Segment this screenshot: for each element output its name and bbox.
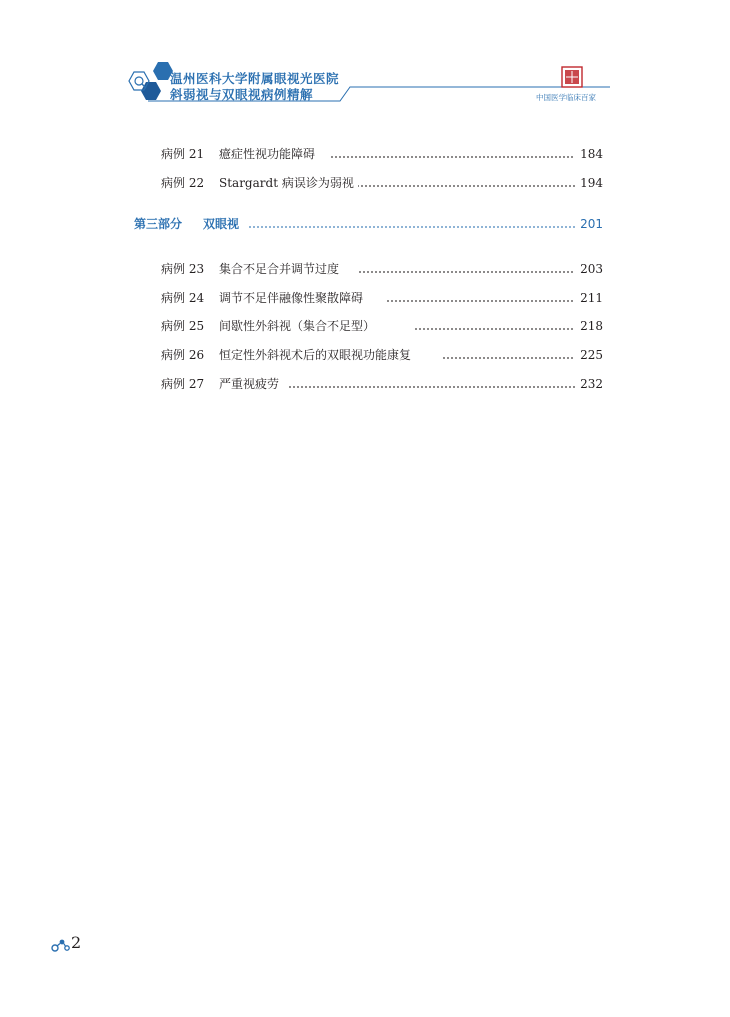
toc-leader-dots xyxy=(442,357,575,359)
molecule-icon xyxy=(51,937,71,953)
page-header xyxy=(0,0,730,110)
section-label: 第三部分 xyxy=(134,217,183,231)
book-title: 斜弱视与双眼视病例精解 xyxy=(170,87,314,102)
toc-entry[interactable] xyxy=(0,259,730,279)
toc-leader-dots xyxy=(288,386,575,388)
seal-stamp-icon xyxy=(561,66,583,88)
series-name: 中国医学临床百家 xyxy=(536,93,596,102)
toc-page-number: 232 xyxy=(576,374,603,394)
toc-page-number: 225 xyxy=(576,345,603,365)
toc-entry[interactable] xyxy=(0,144,730,164)
toc-title: Stargardt 病误诊为弱视 xyxy=(219,173,358,193)
toc-title: 恒定性外斜视术后的双眼视功能康复 xyxy=(219,345,415,365)
toc-leader-dots xyxy=(358,271,575,273)
toc-section-heading[interactable] xyxy=(0,214,730,234)
toc-page-number: 194 xyxy=(576,173,603,193)
toc-title: 癔症性视功能障碍 xyxy=(219,144,319,164)
toc-case-number: 病例 23 xyxy=(161,262,205,276)
toc-title: 集合不足合并调节过度 xyxy=(219,259,343,279)
toc-title: 调节不足伴融像性聚散障碍 xyxy=(219,288,367,308)
header-rule xyxy=(0,0,730,110)
toc-leader-dots xyxy=(386,300,575,302)
toc-case-number: 病例 24 xyxy=(161,291,205,305)
toc-leader-dots xyxy=(356,185,575,187)
toc-page-number: 203 xyxy=(576,259,603,279)
toc-entry[interactable] xyxy=(0,345,730,365)
toc-title: 间歇性外斜视（集合不足型） xyxy=(219,316,379,336)
toc-entry[interactable] xyxy=(0,173,730,193)
toc-case-number: 病例 22 xyxy=(161,176,205,190)
section-title: 双眼视 xyxy=(203,214,243,234)
toc-leader-dots xyxy=(330,156,575,158)
hexagon-logo-icon xyxy=(128,60,174,104)
toc-entry[interactable] xyxy=(0,374,730,394)
hospital-name: 温州医科大学附属眼视光医院 xyxy=(170,71,340,86)
toc-page-number: 218 xyxy=(576,316,603,336)
toc-page-number: 184 xyxy=(576,144,603,164)
toc-case-number: 病例 26 xyxy=(161,348,205,362)
toc-title: 严重视疲劳 xyxy=(219,374,283,394)
section-page-number: 201 xyxy=(576,214,603,234)
toc-entry[interactable] xyxy=(0,316,730,336)
toc-leader-dots xyxy=(414,328,575,330)
toc-leader-dots xyxy=(248,226,575,228)
toc-case-number: 病例 27 xyxy=(161,377,205,391)
page-number: 2 xyxy=(71,933,82,952)
toc-case-number: 病例 21 xyxy=(161,147,205,161)
toc-page-number: 211 xyxy=(576,288,603,308)
toc-case-number: 病例 25 xyxy=(161,319,205,333)
toc-entry[interactable] xyxy=(0,288,730,308)
